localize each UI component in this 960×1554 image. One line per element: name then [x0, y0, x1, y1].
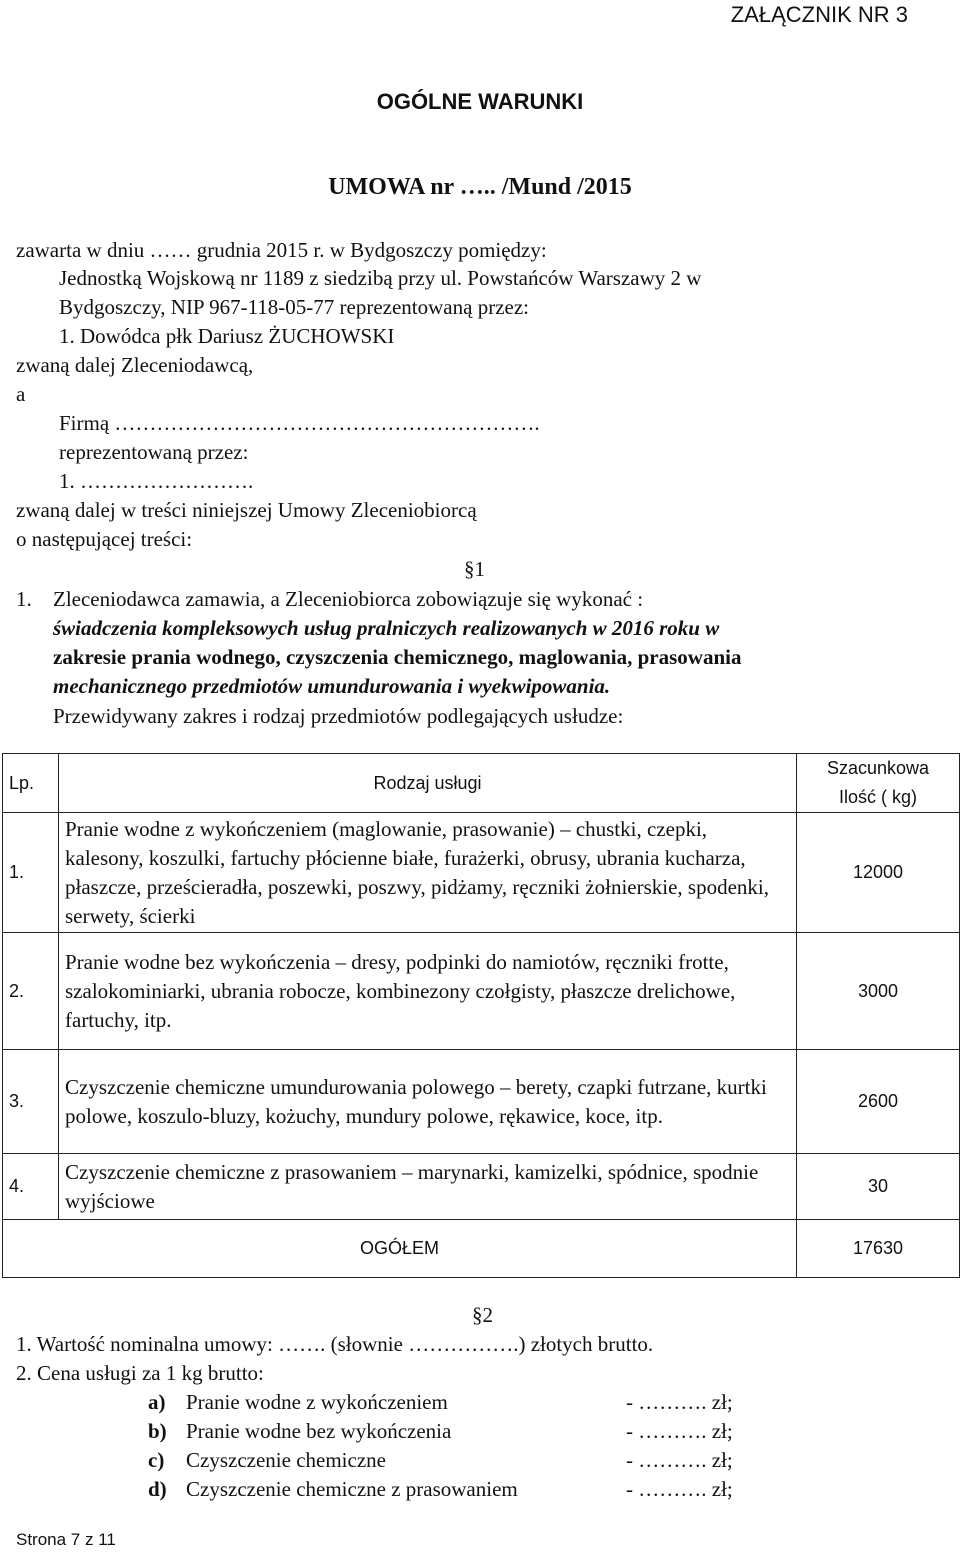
parties-line-4: 1. Dowódca płk Dariusz ŻUCHOWSKI: [59, 324, 395, 348]
parties-line-10: zwaną dalej w treści niniejszej Umowy Zleceniobiorcą: [16, 498, 477, 522]
header-lp: Lp.: [3, 754, 59, 813]
row-quantity: 2600: [797, 1050, 960, 1154]
table-header-row: [3, 754, 960, 813]
price-name: Czyszczenie chemiczne z prasowaniem: [186, 1477, 518, 1501]
price-name: Pranie wodne bez wykończenia: [186, 1419, 452, 1443]
price-label: b): [148, 1419, 167, 1443]
parties-line-6: a: [16, 382, 26, 406]
table-row: [3, 933, 960, 1050]
row-quantity: 3000: [797, 933, 960, 1050]
document-title: OGÓLNE WARUNKI: [376, 89, 584, 114]
row-number: 4.: [3, 1154, 59, 1220]
row-description: Czyszczenie chemiczne z prasowaniem – marynarki, kamizelki, spódnice, spodnie wyjściowe: [59, 1154, 797, 1220]
row-number: 2.: [3, 933, 59, 1050]
row-quantity: 12000: [797, 813, 960, 933]
row-number: 1.: [3, 813, 59, 933]
section-2-item-2: 2. Cena usługi za 1 kg brutto:: [16, 1361, 264, 1385]
section-1-scope: Przewidywany zakres i rodzaj przedmiotów podlegających usłudze:: [53, 704, 624, 728]
section-2-item-1: 1. Wartość nominalna umowy: ……. (słownie …………….) złotych brutto.: [16, 1332, 654, 1356]
section-1-mark: §1: [464, 557, 485, 581]
section-1-subject-line-1: świadczenia kompleksowych usług pralniczych realizowanych w 2016 roku w: [53, 616, 720, 640]
price-line: [148, 1419, 733, 1444]
parties-line-3: Bydgoszczy, NIP 967-118-05-77 reprezentowaną przez:: [59, 295, 529, 319]
services-table: [2, 753, 960, 1278]
section-1-item-number: 1.: [16, 587, 32, 611]
attachment-label: ZAŁĄCZNIK NR 3: [730, 2, 908, 27]
contract-number: UMOWA nr ….. /Mund /2015: [328, 174, 632, 200]
page-number: Strona 7 z 11: [16, 1530, 116, 1549]
row-description: Czyszczenie chemiczne umundurowania polowego – berety, czapki futrzane, kurtki polowe, koszulo-bluzy, kożuchy, mundury polowe, rękawice, koce, itp.: [59, 1050, 797, 1154]
section-1-subject-line-2: zakresie prania wodnego, czyszczenia chemicznego, maglowania, prasowania: [53, 645, 742, 669]
table-total-row: [3, 1220, 960, 1278]
row-number: 3.: [3, 1050, 59, 1154]
price-label: a): [148, 1390, 166, 1414]
row-description: Pranie wodne bez wykończenia – dresy, podpinki do namiotów, ręczniki frotte, szalokominiarki, ubrania robocze, kombinezony czołgisty, płaszcze drelichowe, fartuchy, itp.: [59, 933, 797, 1050]
header-quantity: [797, 754, 960, 813]
price-line: [148, 1448, 733, 1473]
header-service: Rodzaj usługi: [59, 754, 797, 813]
price-label: d): [148, 1477, 167, 1501]
header-quantity-line-1: Szacunkowa: [826, 758, 930, 778]
total-value: 17630: [797, 1220, 960, 1278]
price-value: - ………. zł;: [626, 1448, 733, 1472]
parties-line-5: zwaną dalej Zleceniodawcą,: [16, 353, 254, 377]
parties-line-8: reprezentowaną przez:: [59, 440, 249, 464]
table-row: [3, 1050, 960, 1154]
parties-line-1: zawarta w dniu …… grudnia 2015 r. w Bydgoszczy pomiędzy:: [16, 238, 547, 262]
price-value: - ………. zł;: [626, 1419, 733, 1443]
table-row: [3, 813, 960, 933]
price-value: - ………. zł;: [626, 1390, 733, 1414]
parties-line-2: Jednostką Wojskową nr 1189 z siedzibą przy ul. Powstańców Warszawy 2 w: [59, 266, 702, 290]
price-value: - ………. zł;: [626, 1477, 733, 1501]
parties-line-11: o następującej treści:: [16, 527, 193, 551]
section-2-mark: §2: [472, 1303, 493, 1327]
section-1-subject-line-3: mechanicznego przedmiotów umundurowania i wyekwipowania.: [53, 674, 611, 698]
price-name: Czyszczenie chemiczne: [186, 1448, 386, 1472]
price-line: [148, 1477, 733, 1502]
price-name: Pranie wodne z wykończeniem: [186, 1390, 448, 1414]
parties-line-7: Firmą …………………………………………………….: [59, 411, 540, 435]
price-line: [148, 1390, 733, 1415]
price-label: c): [148, 1448, 165, 1472]
section-1-intro: Zleceniodawca zamawia, a Zleceniobiorca zobowiązuje się wykonać :: [53, 587, 644, 611]
total-label: OGÓŁEM: [3, 1220, 797, 1278]
row-description: Pranie wodne z wykończeniem (maglowanie, prasowanie) – chustki, czepki, kalesony, koszulki, fartuchy płócienne białe, furażerki, obrusy, ubrania kucharza, płaszcze, prześcieradła, poszewki, poszwy, pidżamy, ręczniki żołnierskie, spodenki, serwety, ścierki: [59, 813, 797, 933]
table-row: [3, 1154, 960, 1220]
header-quantity-line-2: Ilość ( kg): [838, 787, 917, 807]
row-quantity: 30: [797, 1154, 960, 1220]
parties-line-9: 1. …………………….: [59, 469, 254, 493]
